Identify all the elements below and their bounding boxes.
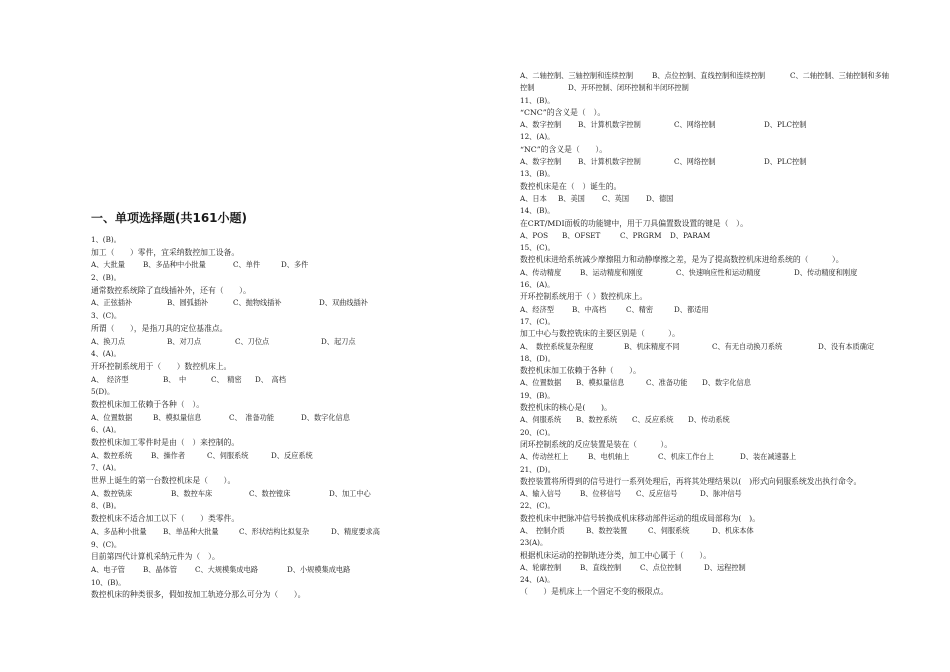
option-row — [520, 525, 910, 537]
option-choice: A、位置数据 — [91, 412, 133, 422]
option-choice: B、多品种中小批量 — [143, 260, 206, 270]
option-choice: D、德国 — [646, 193, 674, 203]
option-choice: B、对刀点 — [167, 336, 202, 346]
answer-key: 11、(B)。 — [520, 95, 555, 105]
option-choice: D、数字化信息 — [702, 378, 751, 388]
option-choice: C、抛物线插补 — [233, 298, 282, 308]
question-stem: 目前第四代计算机采纳元件为（ ）。 — [91, 552, 220, 562]
option-choice: A、 经济型 — [91, 374, 129, 384]
option-row — [91, 374, 431, 387]
right-column — [520, 70, 910, 599]
option-row — [91, 488, 431, 501]
option-choice: A、数控系统 — [91, 450, 133, 460]
option-choice: A、正弦插补 — [91, 298, 133, 308]
option-row — [520, 70, 910, 82]
answer-key: 5(D)。 — [91, 387, 115, 397]
question-stem: 数控机床进给系统减少摩擦阻力和动静摩擦之差，是为了提高数控机床进给系统的（ ）。 — [520, 255, 844, 265]
answer-key: 1、(B)。 — [91, 235, 121, 244]
option-row — [91, 450, 431, 463]
answer-key: 2、(B)。 — [91, 273, 121, 283]
option-row — [520, 377, 910, 389]
question-stem: 在CRT/MDI面板的功能键中，用于刀具偏置数设置的键是（ ）。 — [520, 218, 748, 228]
option-choice: C、机床工作台上 — [658, 452, 714, 462]
answer-key: 8、(B)。 — [91, 501, 121, 511]
left-question-list — [91, 234, 431, 602]
option-choice: D、双曲线插补 — [319, 298, 368, 308]
option-choice: A、数控铣床 — [91, 488, 133, 498]
option-choice: D、都适用 — [674, 304, 709, 314]
question-stem: 闭环控制系统的反应装置是装在（ ）。 — [520, 439, 673, 449]
option-choice: D、PLC控制 — [764, 157, 807, 167]
option-choice: D、PARAM — [670, 230, 711, 240]
question-stem: 开环控制系统用于（ ）数控机床上。 — [520, 292, 648, 302]
option-choice: C、数控镗床 — [249, 488, 291, 498]
option-row — [91, 336, 431, 349]
option-choice: D、开环控制、闭环控制和半闭环控制 — [568, 83, 689, 93]
option-row — [520, 341, 910, 353]
option-choice: A、输入信号 — [520, 489, 562, 499]
question-stem: 开环控制系统用于（ ）数控机床上。 — [91, 361, 232, 371]
option-row — [520, 119, 910, 131]
right-question-list — [520, 70, 910, 599]
option-choice: D、多件 — [281, 260, 309, 270]
answer-key: 17、(C)。 — [520, 316, 555, 326]
answer-key: 21、(D)。 — [520, 464, 555, 474]
option-choice: C、快速响应性和运动精度 — [676, 267, 761, 277]
answer-key: 19、(B)。 — [520, 390, 555, 400]
question-stem: “NC”的含义是（ ）。 — [520, 144, 608, 154]
option-row — [520, 414, 910, 426]
question-stem: 数控机床的核心是( )。 — [520, 403, 612, 413]
option-choice: A、换刀点 — [91, 336, 125, 346]
option-choice: C、刀位点 — [235, 336, 270, 346]
option-row — [91, 297, 431, 310]
option-choice: A、POS — [520, 230, 549, 240]
option-choice: B、电机轴上 — [588, 452, 630, 462]
answer-key: 6、(A)。 — [91, 425, 121, 435]
option-row — [91, 412, 431, 425]
option-choice: C、点位控制 — [640, 562, 682, 572]
option-choice: D、传动精度和刚度 — [794, 267, 858, 277]
question-stem: 数控机床不适合加工以下（ ）类零件。 — [91, 514, 240, 524]
question-stem: 数控机床加工零件时是由（ ）来控制的。 — [91, 438, 240, 447]
option-row — [520, 488, 910, 500]
option-choice: D、机床本体 — [712, 525, 754, 535]
question-stem: 数控机床加工依赖于各种（ ）。 — [91, 399, 205, 409]
option-choice: A、数字控制 — [520, 157, 562, 167]
option-choice: 控制 — [520, 83, 535, 93]
option-choice: A、轮廓控制 — [520, 562, 562, 572]
option-choice: C、网络控制 — [674, 157, 716, 167]
answer-key: 3、(C)。 — [91, 311, 122, 321]
question-stem: 加工（ ）零件，宜采纳数控加工设备。 — [91, 247, 240, 257]
option-choice: B、机床精度不同 — [624, 341, 680, 351]
answer-key: 7、(A)。 — [91, 463, 121, 473]
question-stem: “CNC”的含义是（ ）。 — [520, 107, 606, 117]
option-choice: A、 数控系统复杂程度 — [520, 341, 594, 351]
question-stem: 数控机床中把脉冲信号转换成机床移动部件运动的组成局部称为( )。 — [520, 513, 760, 523]
option-choice: A、数字控制 — [520, 120, 562, 130]
option-choice: C、反应信号 — [636, 489, 678, 499]
option-choice: B、数控装置 — [586, 525, 628, 535]
answer-key: 24、(A)。 — [520, 575, 555, 585]
option-choice: B、单品种大批量 — [163, 526, 219, 536]
option-row — [91, 564, 431, 577]
option-choice: D、反应系统 — [271, 450, 313, 460]
option-choice: A、电子管 — [91, 564, 125, 574]
option-choice: D、 高档 — [255, 374, 286, 384]
answer-key: 13、(B)。 — [520, 169, 555, 179]
option-choice: B、计算机数字控制 — [578, 120, 641, 130]
option-choice: D、数字化信息 — [301, 412, 350, 422]
option-choice: B、晶体管 — [143, 564, 178, 574]
answer-key: 20、(C)。 — [520, 427, 555, 437]
question-stem: 数控机床的种类很多，假如按加工轨迹分那么可分为（ ）。 — [91, 590, 306, 600]
option-choice: C、反应系统 — [632, 415, 674, 425]
option-choice: B、美国 — [558, 193, 585, 203]
option-choice: C、准备功能 — [646, 378, 688, 388]
question-stem: 数控装置将所得到的信号进行一系列处理后，再将其处理结果以( )形式向伺服系统发出执行命令。 — [520, 476, 862, 486]
option-choice: A、伺服系统 — [520, 415, 562, 425]
option-choice: C、PRGRM — [620, 230, 662, 240]
option-choice: C、 精密 — [211, 374, 242, 384]
option-choice: A、大批量 — [91, 260, 125, 270]
option-choice: C、单件 — [233, 260, 261, 270]
option-choice: A、经济型 — [520, 304, 554, 314]
answer-key: 14、(B)。 — [520, 206, 555, 216]
option-choice: B、数控车床 — [171, 488, 213, 498]
option-row — [520, 230, 910, 242]
answer-key: 12、(A)。 — [520, 132, 555, 142]
option-choice: D、加工中心 — [329, 488, 371, 498]
option-choice: B、点位控制、直线控制和连续控制 — [652, 71, 766, 80]
option-choice: B、 中 — [163, 374, 187, 384]
option-choice: A、传动精度 — [520, 267, 562, 277]
option-choice: D、脉冲信号 — [700, 489, 742, 499]
answer-key: 15、(C)。 — [520, 243, 555, 253]
option-choice: B、计算机数字控制 — [578, 157, 641, 167]
option-choice: A、二轴控制、三轴控制和连续控制 — [520, 71, 634, 80]
question-stem: 数控机床是在（ ）诞生的。 — [520, 181, 622, 191]
section-title: 一、单项选择题(共161小题) — [91, 211, 248, 225]
option-choice: C、二轴控制、三轴控制和多轴 — [790, 71, 889, 80]
answer-key: 18、(D)。 — [520, 353, 555, 363]
option-choice: B、模拟量信息 — [576, 378, 625, 388]
option-choice: C、伺服系统 — [648, 525, 690, 535]
option-row — [520, 267, 910, 279]
option-choice: D、小规模集成电路 — [287, 564, 351, 574]
question-stem: （ ）是机床上一个固定不变的极限点。 — [520, 587, 669, 597]
option-choice: B、数控系统 — [576, 415, 618, 425]
left-column — [91, 208, 431, 602]
option-choice: A、多品种小批量 — [91, 526, 147, 536]
option-choice: C、大规模集成电路 — [195, 564, 259, 574]
option-row — [91, 526, 431, 539]
answer-key: 4、(A)。 — [91, 349, 121, 359]
option-choice: C、网络控制 — [674, 120, 716, 130]
option-choice: D、传动系统 — [688, 415, 730, 425]
option-row — [520, 451, 910, 463]
option-choice: B、中高档 — [572, 304, 607, 314]
question-stem: 所谓（ ），是指刀具的定位基准点。 — [91, 323, 228, 333]
answer-key: 22、(C)。 — [520, 501, 555, 511]
answer-key: 16、(A)。 — [520, 280, 555, 290]
option-row — [520, 562, 910, 574]
option-choice: B、OFSET — [562, 230, 601, 240]
question-stem: 通常数控系统除了直线插补外，还有（ ）。 — [91, 285, 251, 295]
option-choice: A、日本 — [520, 193, 547, 203]
option-choice: C、伺服系统 — [207, 450, 249, 460]
answer-key: 10、(B)。 — [91, 577, 126, 587]
option-choice: A、传动丝杠上 — [520, 452, 569, 462]
option-choice: D、没有本质确定 — [818, 341, 875, 351]
option-choice: A、位置数据 — [520, 378, 562, 388]
question-stem: 根据机床运动的控制轨迹分类，加工中心属于（ ）。 — [520, 550, 712, 560]
answer-key: 23(A)。 — [520, 538, 548, 548]
option-row — [520, 193, 910, 205]
option-choice: B、操作者 — [151, 450, 186, 460]
option-choice: D、装在减速器上 — [740, 452, 797, 462]
option-choice: C、精密 — [626, 304, 654, 314]
answer-key: 9、(C)。 — [91, 539, 122, 549]
question-stem: 世界上诞生的第一台数控机床是（ ）。 — [91, 476, 236, 486]
question-stem: 数控机床加工依赖于各种（ ）。 — [520, 366, 641, 376]
option-choice: D、起刀点 — [321, 336, 356, 346]
option-row — [520, 82, 910, 94]
option-row — [91, 259, 431, 272]
option-choice: B、运动精度和刚度 — [580, 267, 643, 277]
option-row — [520, 304, 910, 316]
option-choice: C、有无自动换刀系统 — [712, 341, 783, 351]
option-choice: A、 控制介质 — [520, 525, 565, 535]
option-choice: B、圆弧插补 — [167, 298, 209, 308]
option-choice: B、直线控制 — [580, 562, 622, 572]
option-choice: D、远程控制 — [704, 562, 746, 572]
option-choice: B、位移信号 — [580, 489, 622, 499]
option-row — [520, 156, 910, 168]
option-choice: C、英国 — [602, 193, 630, 203]
option-choice: D、PLC控制 — [764, 120, 807, 130]
option-choice: D、精度要求高 — [331, 526, 380, 536]
question-stem: 加工中心与数控铣床的主要区别是（ ）。 — [520, 329, 680, 339]
option-choice: C、 准备功能 — [229, 412, 275, 422]
option-choice: C、形状结构比拟复杂 — [239, 526, 310, 536]
option-choice: B、模拟量信息 — [153, 412, 202, 422]
